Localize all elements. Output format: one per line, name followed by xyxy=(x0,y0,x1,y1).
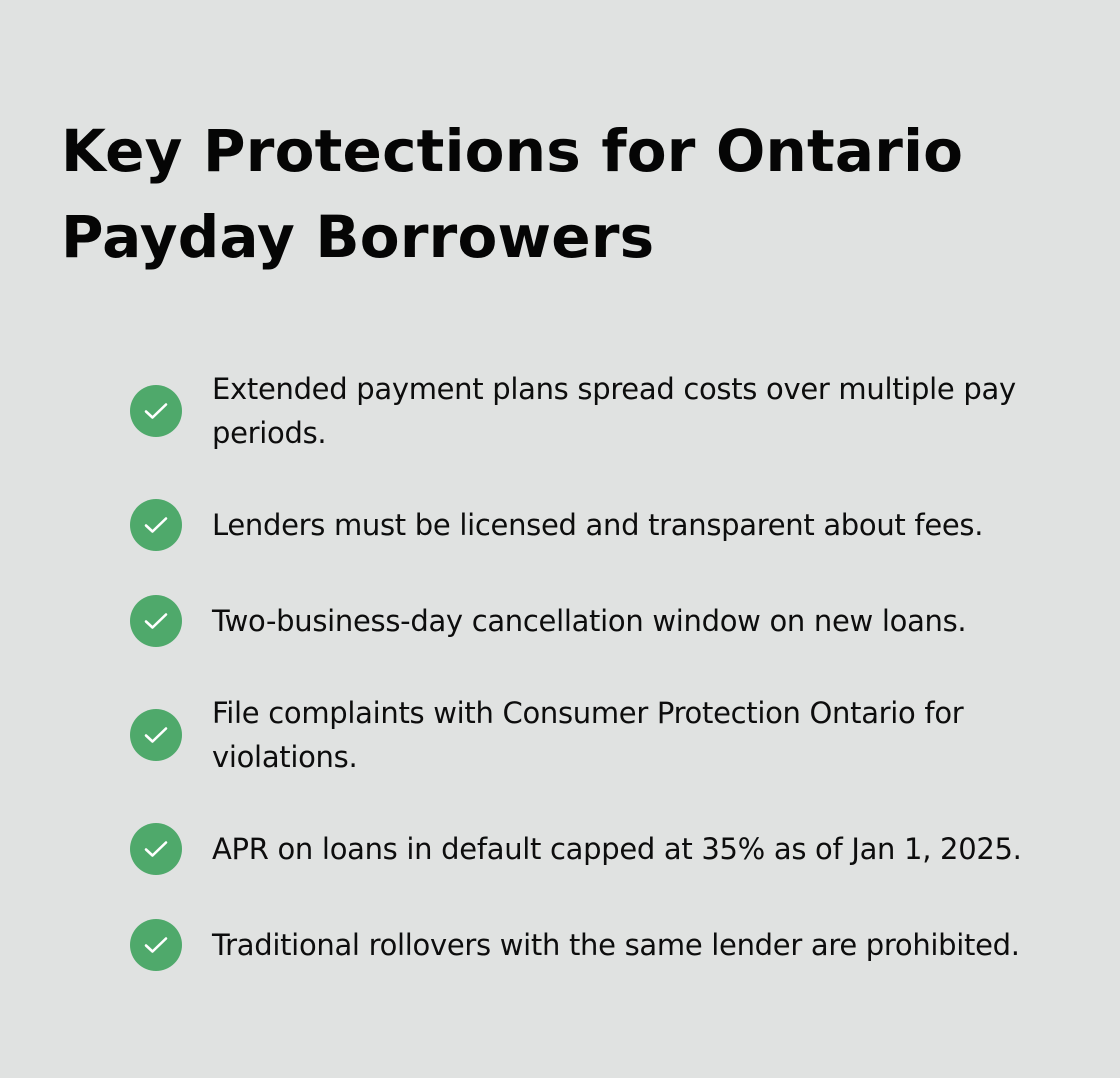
protections-checklist xyxy=(130,367,1070,1015)
checkmark-circle-icon xyxy=(130,709,182,761)
list-item xyxy=(130,595,1070,647)
checkmark-circle-icon xyxy=(130,823,182,875)
list-item xyxy=(130,691,1070,779)
checkmark-circle-icon xyxy=(130,499,182,551)
checkmark-circle-icon xyxy=(130,919,182,971)
list-item-text: Extended payment plans spread costs over multiple pay periods. xyxy=(212,372,1016,450)
list-item xyxy=(130,919,1070,971)
checkmark-circle-icon xyxy=(130,385,182,437)
list-item xyxy=(130,499,1070,551)
list-item-text: Traditional rollovers with the same lender are prohibited. xyxy=(212,928,1020,962)
page-title: Key Protections for Ontario Payday Borrowers xyxy=(61,117,964,271)
list-item xyxy=(130,367,1070,455)
list-item-text: Two-business-day cancellation window on new loans. xyxy=(212,604,967,638)
checkmark-circle-icon xyxy=(130,595,182,647)
list-item xyxy=(130,823,1070,875)
list-item-text: File complaints with Consumer Protection Ontario for violations. xyxy=(212,696,964,774)
list-item-text: APR on loans in default capped at 35% as of Jan 1, 2025. xyxy=(212,832,1022,866)
list-item-text: Lenders must be licensed and transparent about fees. xyxy=(212,508,984,542)
